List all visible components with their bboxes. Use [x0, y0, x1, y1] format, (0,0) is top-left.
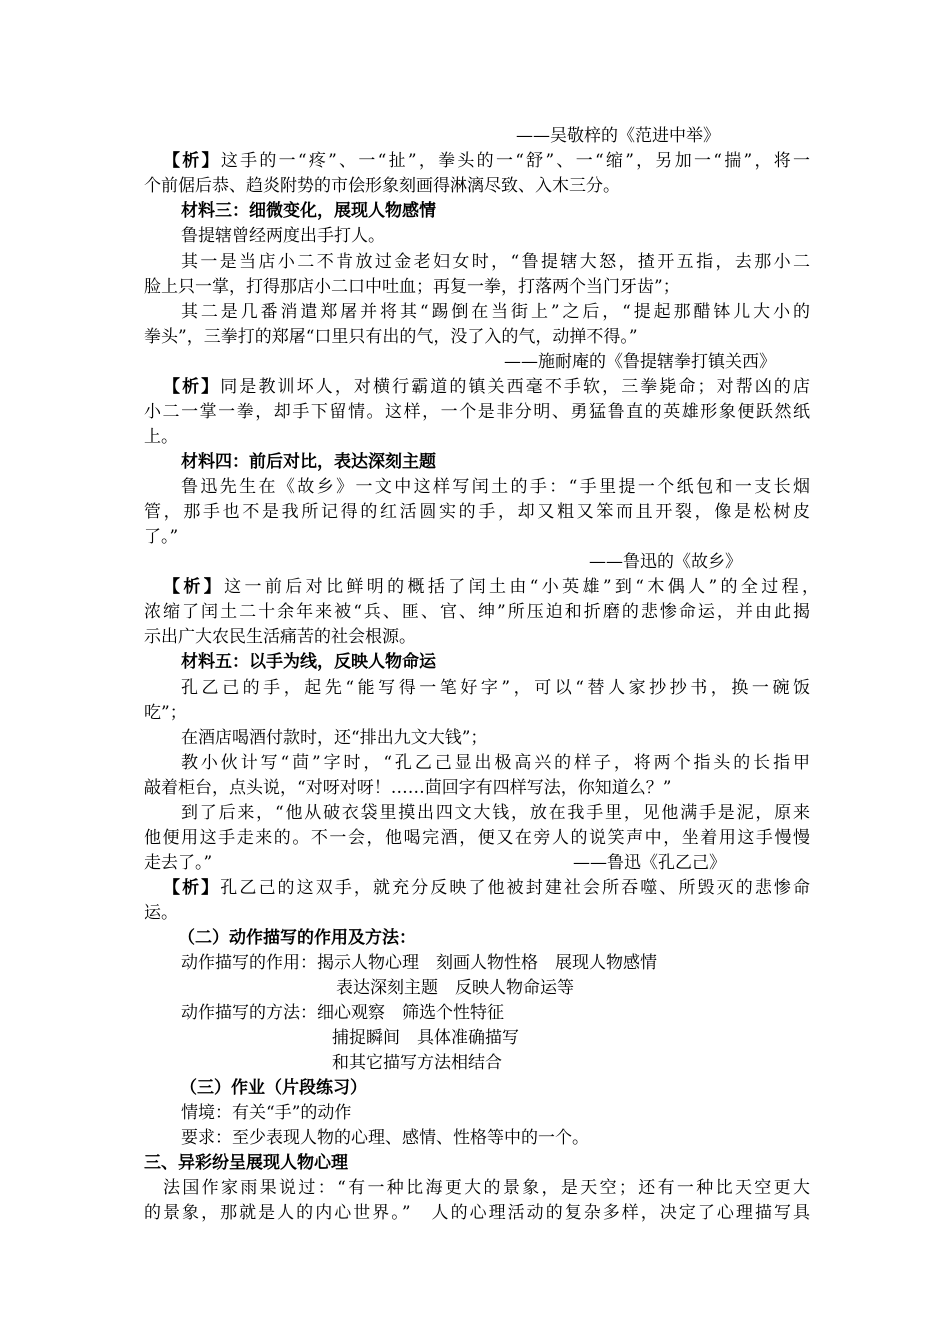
- text-line: 情境：有关“手”的动作: [181, 1103, 352, 1123]
- text-line: 个前倨后恭、趋炎附势的市侩形象刻画得淋漓尽致、入木三分。: [144, 176, 620, 196]
- subsection-heading: （二）动作描写的作用及方法：: [178, 928, 416, 948]
- subsection-heading: （三）作业（片段练习）: [180, 1078, 367, 1098]
- source-line: ——鲁迅的《故乡》: [589, 552, 742, 572]
- analysis-tag: 【析】: [163, 878, 221, 898]
- section-heading: 材料五：以手为线，反映人物命运: [181, 652, 436, 672]
- source-line: ——鲁迅《孔乙己》: [573, 853, 726, 873]
- text-line: 和其它描写方法相结合: [332, 1053, 502, 1073]
- analysis-tag: 【析】: [163, 151, 221, 171]
- text-line: 示出广大农民生活痛苦的社会根源。: [144, 627, 416, 647]
- text-line: 到了后来，“他从破衣袋里摸出四文大钱，放在我手里，见他满手是泥，原来: [181, 803, 810, 823]
- chapter-heading: 三、异彩纷呈展现人物心理: [144, 1153, 348, 1173]
- text-line: 法国作家雨果说过：“有一种比海更大的景象，是天空；还有一种比天空更大: [163, 1178, 810, 1198]
- text-run: 同是教训坏人，对横行霸道的镇关西毫不手软，三拳毙命；对帮凶的店: [220, 377, 811, 397]
- text-line: 他便用这手走来的。不一会，他喝完酒，便又在旁人的说笑声中，坐着用这手慢慢: [144, 828, 810, 848]
- text-line: 吃”；: [144, 703, 187, 723]
- text-line: 鲁迅先生在《故乡》一文中这样写闰土的手：“手里提一个纸包和一支长烟: [181, 477, 810, 497]
- text-line: 动作描写的作用：揭示人物心理 刻画人物性格 展现人物感情: [181, 953, 657, 973]
- text-line: 上。: [144, 427, 178, 447]
- text-line: 在酒店喝酒付款时，还“排出九文大钱”；: [181, 728, 488, 748]
- text-line: 动作描写的方法：细心观察 筛选个性特征: [181, 1003, 504, 1023]
- text-line: 管，那手也不是我所记得的红活圆实的手，却又粗又笨而且开裂，像是松树皮: [144, 502, 810, 522]
- text-line: 小二一掌一拳，却手下留情。这样，一个是非分明、勇猛鲁直的英雄形象便跃然纸: [144, 402, 810, 422]
- text-line: 教小伙计写“茴”字时，“孔乙己显出极高兴的样子，将两个指头的长指甲: [181, 753, 810, 773]
- text-line: 了。”: [144, 527, 179, 547]
- text-line: 捕捉瞬间 具体准确描写: [332, 1028, 519, 1048]
- analysis-line: [163, 876, 810, 900]
- analysis-line: [163, 575, 819, 599]
- analysis-tag: 【析】: [163, 377, 221, 397]
- text-line: 运。: [144, 903, 178, 923]
- analysis-line: [163, 149, 810, 173]
- text-line: 鲁提辖曾经两度出手打人。: [181, 226, 385, 246]
- text-line: 浓缩了闰土二十余年来被“兵、匪、官、绅”所压迫和折磨的悲惨命运，并由此揭: [144, 602, 810, 622]
- source-line: ——吴敬梓的《范进中举》: [516, 126, 720, 146]
- text-line: 走去了。”: [144, 853, 213, 873]
- text-line: 表达深刻主题 反映人物命运等: [336, 978, 574, 998]
- text-run: 孔乙己的这双手，就充分反映了他被封建社会所吞噬、所毁灭的悲惨命: [220, 878, 811, 898]
- text-line: 要求：至少表现人物的心理、感情、性格等中的一个。: [181, 1128, 589, 1148]
- text-line: 其一是当店小二不肯放过金老妇女时，“鲁提辖大怒，揸开五指，去那小二: [181, 252, 810, 272]
- text-run: 这手的一“疼”、一“扯”，拳头的一“舒”、一“缩”，另加一“揣”，将一: [220, 151, 810, 171]
- text-line: 孔乙己的手，起先“能写得一笔好字”，可以“替人家抄抄书，换一碗饭: [181, 678, 810, 698]
- section-heading: 材料三：细微变化，展现人物感情: [181, 201, 436, 221]
- text-line: 拳头”，三拳打的郑屠“口里只有出的气，没了入的气，动掸不得。”: [144, 327, 638, 347]
- text-line: 的景象，那就是人的内心世界。” 人的心理活动的复杂多样，决定了心理描写具: [144, 1203, 810, 1223]
- source-line: ——施耐庵的《鲁提辖拳打镇关西》: [504, 352, 776, 372]
- text-line: 脸上只一掌，打得那店小二口中吐血；再复一拳，打落两个当门牙齿”；: [144, 277, 680, 297]
- text-line: 敲着柜台，点头说，“对呀对呀！……茴回字有四样写法，你知道么？”: [144, 778, 672, 798]
- section-heading: 材料四：前后对比，表达深刻主题: [181, 452, 436, 472]
- analysis-line: [163, 375, 810, 399]
- analysis-tag: 【析】: [163, 577, 225, 597]
- text-line: 其二是几番消遣郑屠并将其“踢倒在当街上”之后，“提起那醋钵儿大小的: [181, 302, 810, 322]
- text-run: 这一前后对比鲜明的概括了闰土由“小英雄”到“木偶人”的全过程，: [224, 577, 820, 597]
